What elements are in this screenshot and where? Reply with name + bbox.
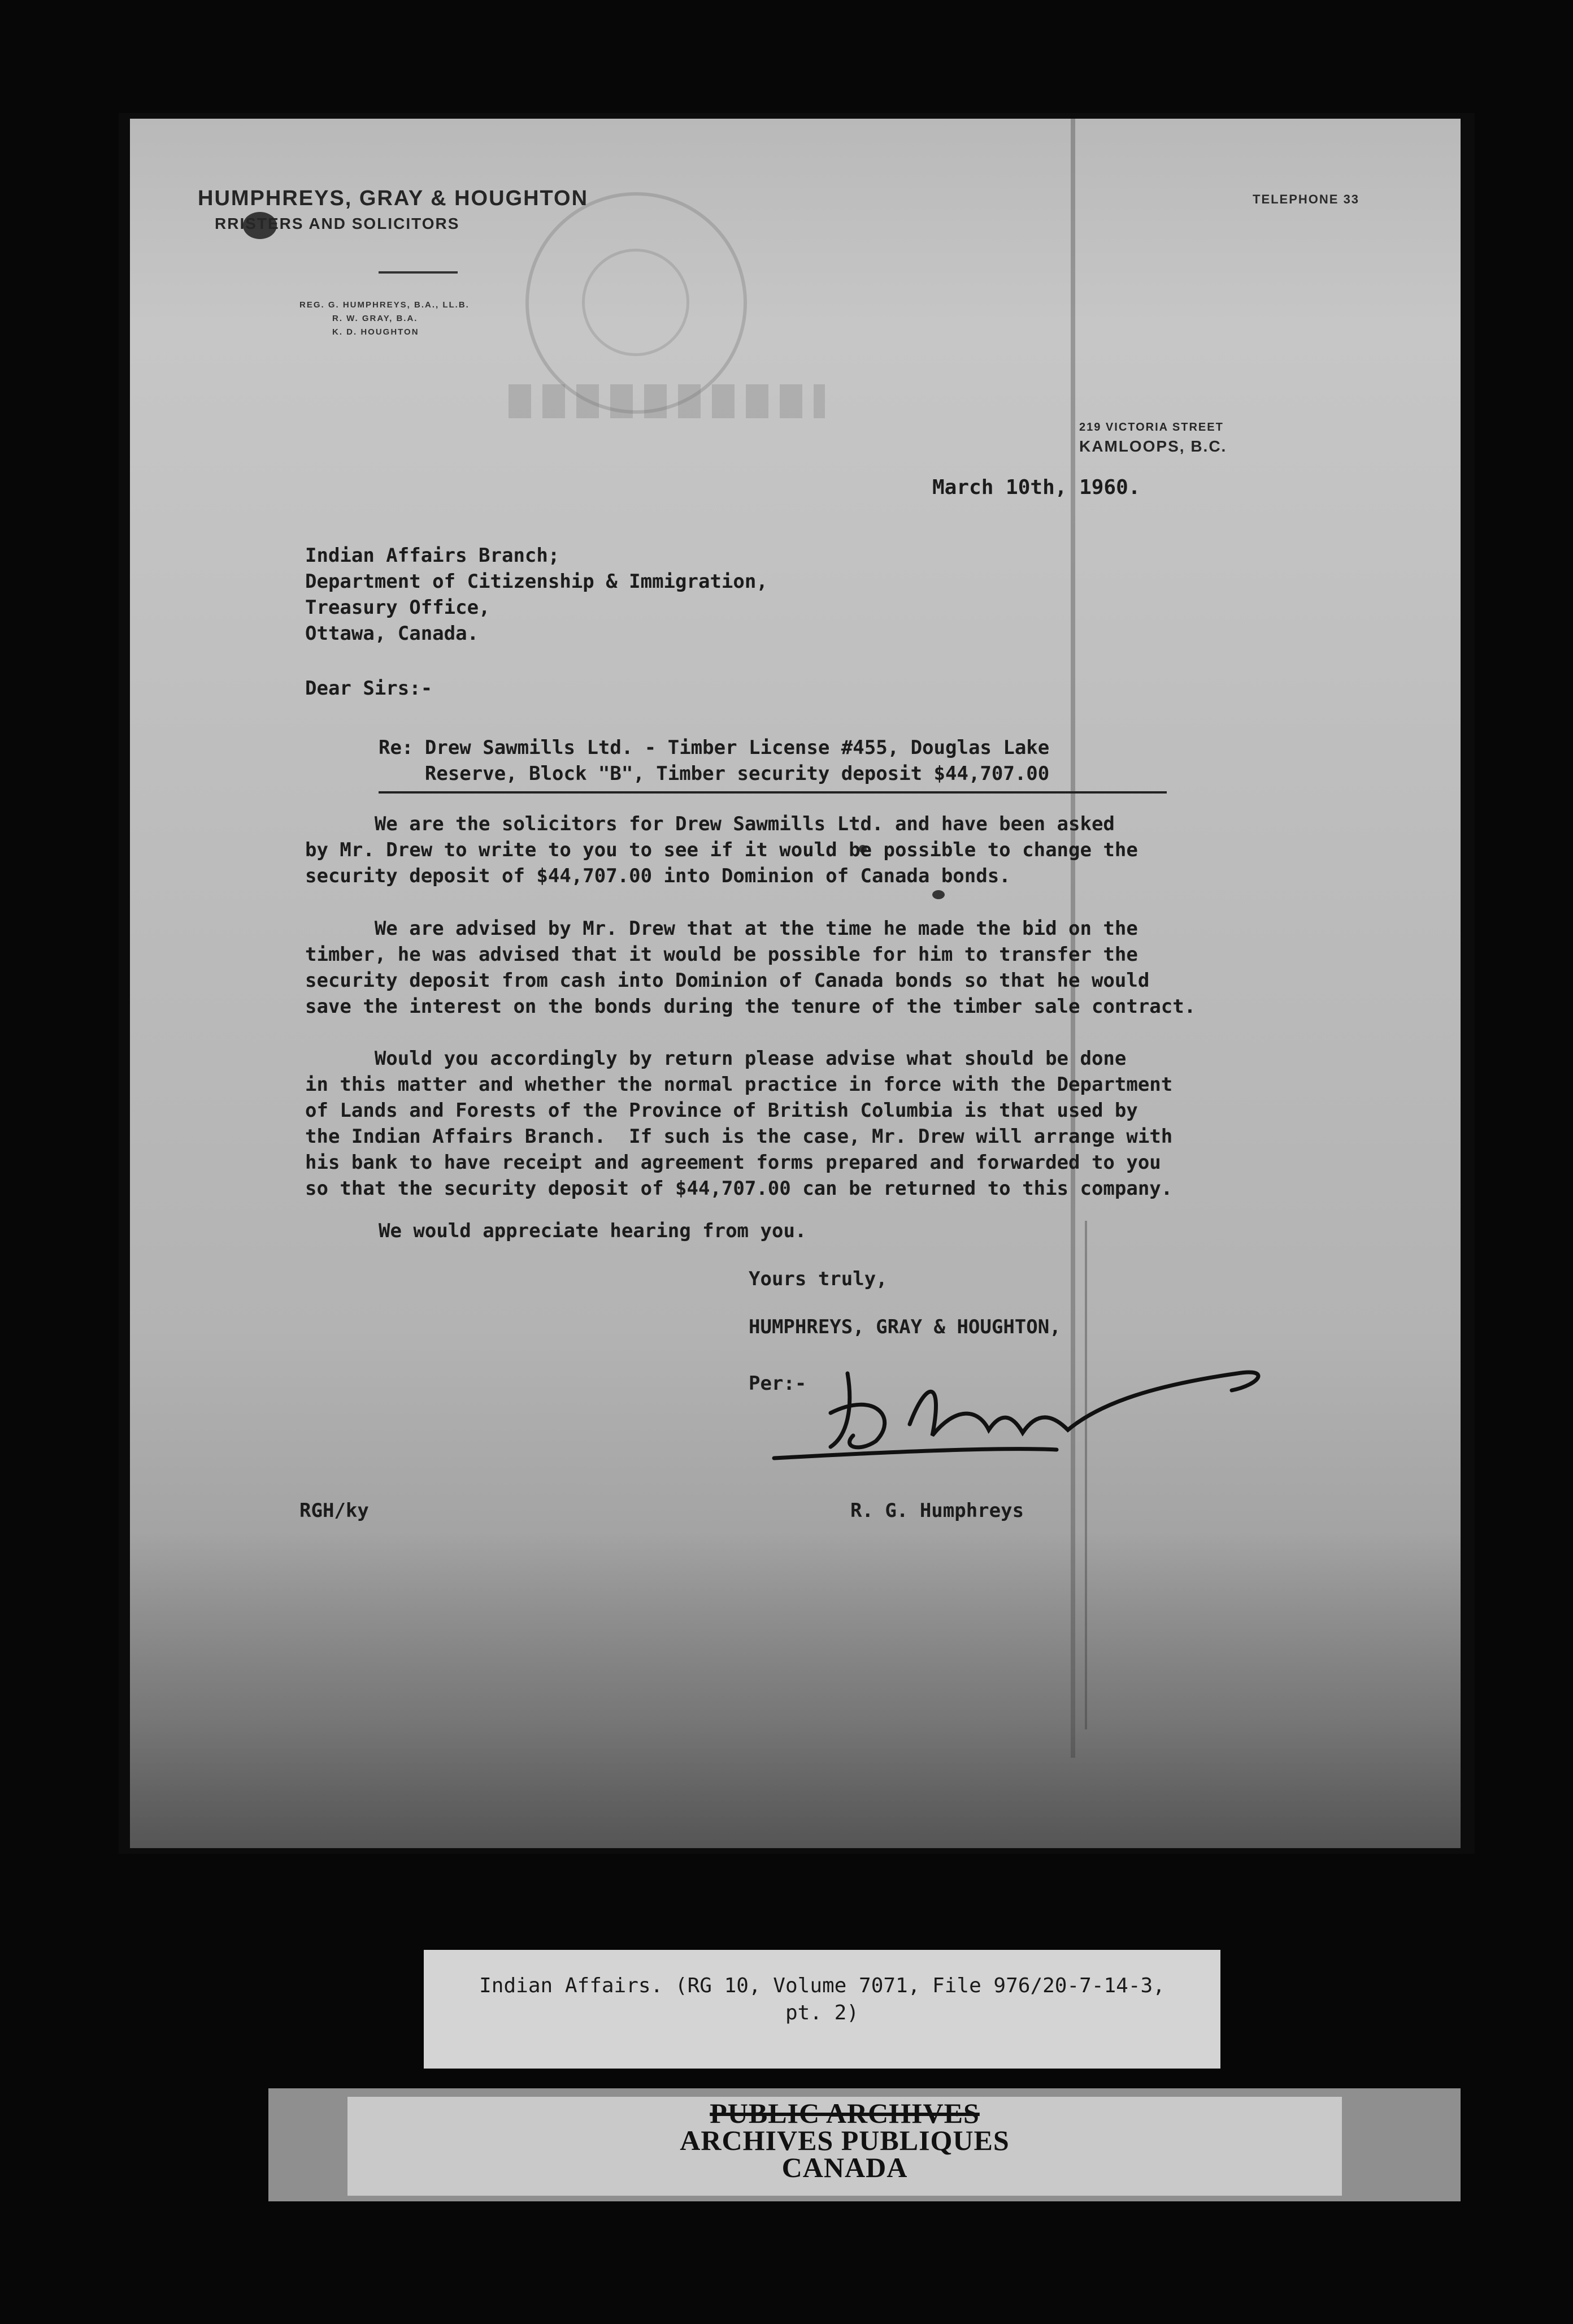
reference-initials: RGH/ky xyxy=(299,1499,369,1522)
salutation: Dear Sirs:- xyxy=(305,677,433,700)
letterhead-divider xyxy=(379,271,458,274)
body-paragraph: Would you accordingly by return please advise what should be done in this matter and whether the normal practice in force with the Department of Lands and Forests of the Province of British Columbia is that used by the Indian Affairs Branch. If such is the case, Mr. Drew will arrange with his bank to have receipt and agreement forms prepared and forwarded to you so that the security deposit of $44,707.00 can be returned to this company. xyxy=(305,1047,1173,1200)
bleed-through-text xyxy=(509,384,825,418)
body-paragraph: We are the solicitors for Drew Sawmills Ltd. and have been asked by Mr. Drew to write to you to see if it would be possible to change the security deposit of $44,707.00 into Dominion of Canada bonds. xyxy=(305,813,1138,887)
bleed-through-seal xyxy=(582,249,689,356)
subject-line: Re: Drew Sawmills Ltd. - Timber License #455, Douglas Lake Reserve, Block "B", Timber security deposit $44,707.00 xyxy=(379,736,1050,785)
signature-graphic xyxy=(763,1339,1300,1475)
per-label: Per:- xyxy=(749,1372,807,1395)
partner-name: R. W. GRAY, B.A. xyxy=(332,314,418,323)
stamp-line: CANADA xyxy=(781,2152,908,2183)
body-paragraph: We are advised by Mr. Drew that at the time he made the bid on the timber, he was advised that it would be possible for him to transfer the security deposit from cash into Dominion of Canada bonds so that he would save the interest on the bonds during the tenure of the timber sale contract. xyxy=(305,917,1196,1018)
address-street: 219 VICTORIA STREET xyxy=(1079,421,1224,433)
archive-citation-label xyxy=(424,1950,1220,2069)
inside-address: Indian Affairs Branch; Department of Citizenship & Immigration, Treasury Office, Ottawa, Canada. xyxy=(305,544,768,645)
subject-underline xyxy=(379,791,1167,794)
partner-list xyxy=(299,298,470,339)
ink-spot xyxy=(932,890,945,899)
partner-name: K. D. HOUGHTON xyxy=(332,327,419,337)
stamp-line: ARCHIVES PUBLIQUES xyxy=(680,2124,1010,2156)
letterhead-firm: HUMPHREYS, GRAY & HOUGHTON xyxy=(198,187,589,210)
body-paragraph: We would appreciate hearing from you. xyxy=(379,1220,807,1242)
letterhead-subtitle: RRISTERS AND SOLICITORS xyxy=(215,215,460,232)
letter-date: March 10th, 1960. xyxy=(932,476,1141,499)
letterhead-address xyxy=(1079,421,1227,456)
archive-citation: Indian Affairs. (RG 10, Volume 7071, File 976/20-7-14-3, pt. 2) xyxy=(479,1974,1165,2024)
address-city: KAMLOOPS, B.C. xyxy=(1079,437,1227,455)
letter-page xyxy=(130,119,1461,1848)
closing-firm: HUMPHREYS, GRAY & HOUGHTON, xyxy=(749,1316,1061,1338)
signer-name: R. G. Humphreys xyxy=(850,1499,1024,1522)
letterhead-telephone: TELEPHONE 33 xyxy=(1253,192,1360,206)
complimentary-close: Yours truly, xyxy=(749,1268,888,1290)
archive-stamp-text xyxy=(347,2097,1342,2183)
stamp-line: PUBLIC ARCHIVES xyxy=(710,2097,980,2129)
fold-crease xyxy=(1085,1221,1087,1729)
partner-name: REG. G. HUMPHREYS, B.A., LL.B. xyxy=(299,300,470,310)
